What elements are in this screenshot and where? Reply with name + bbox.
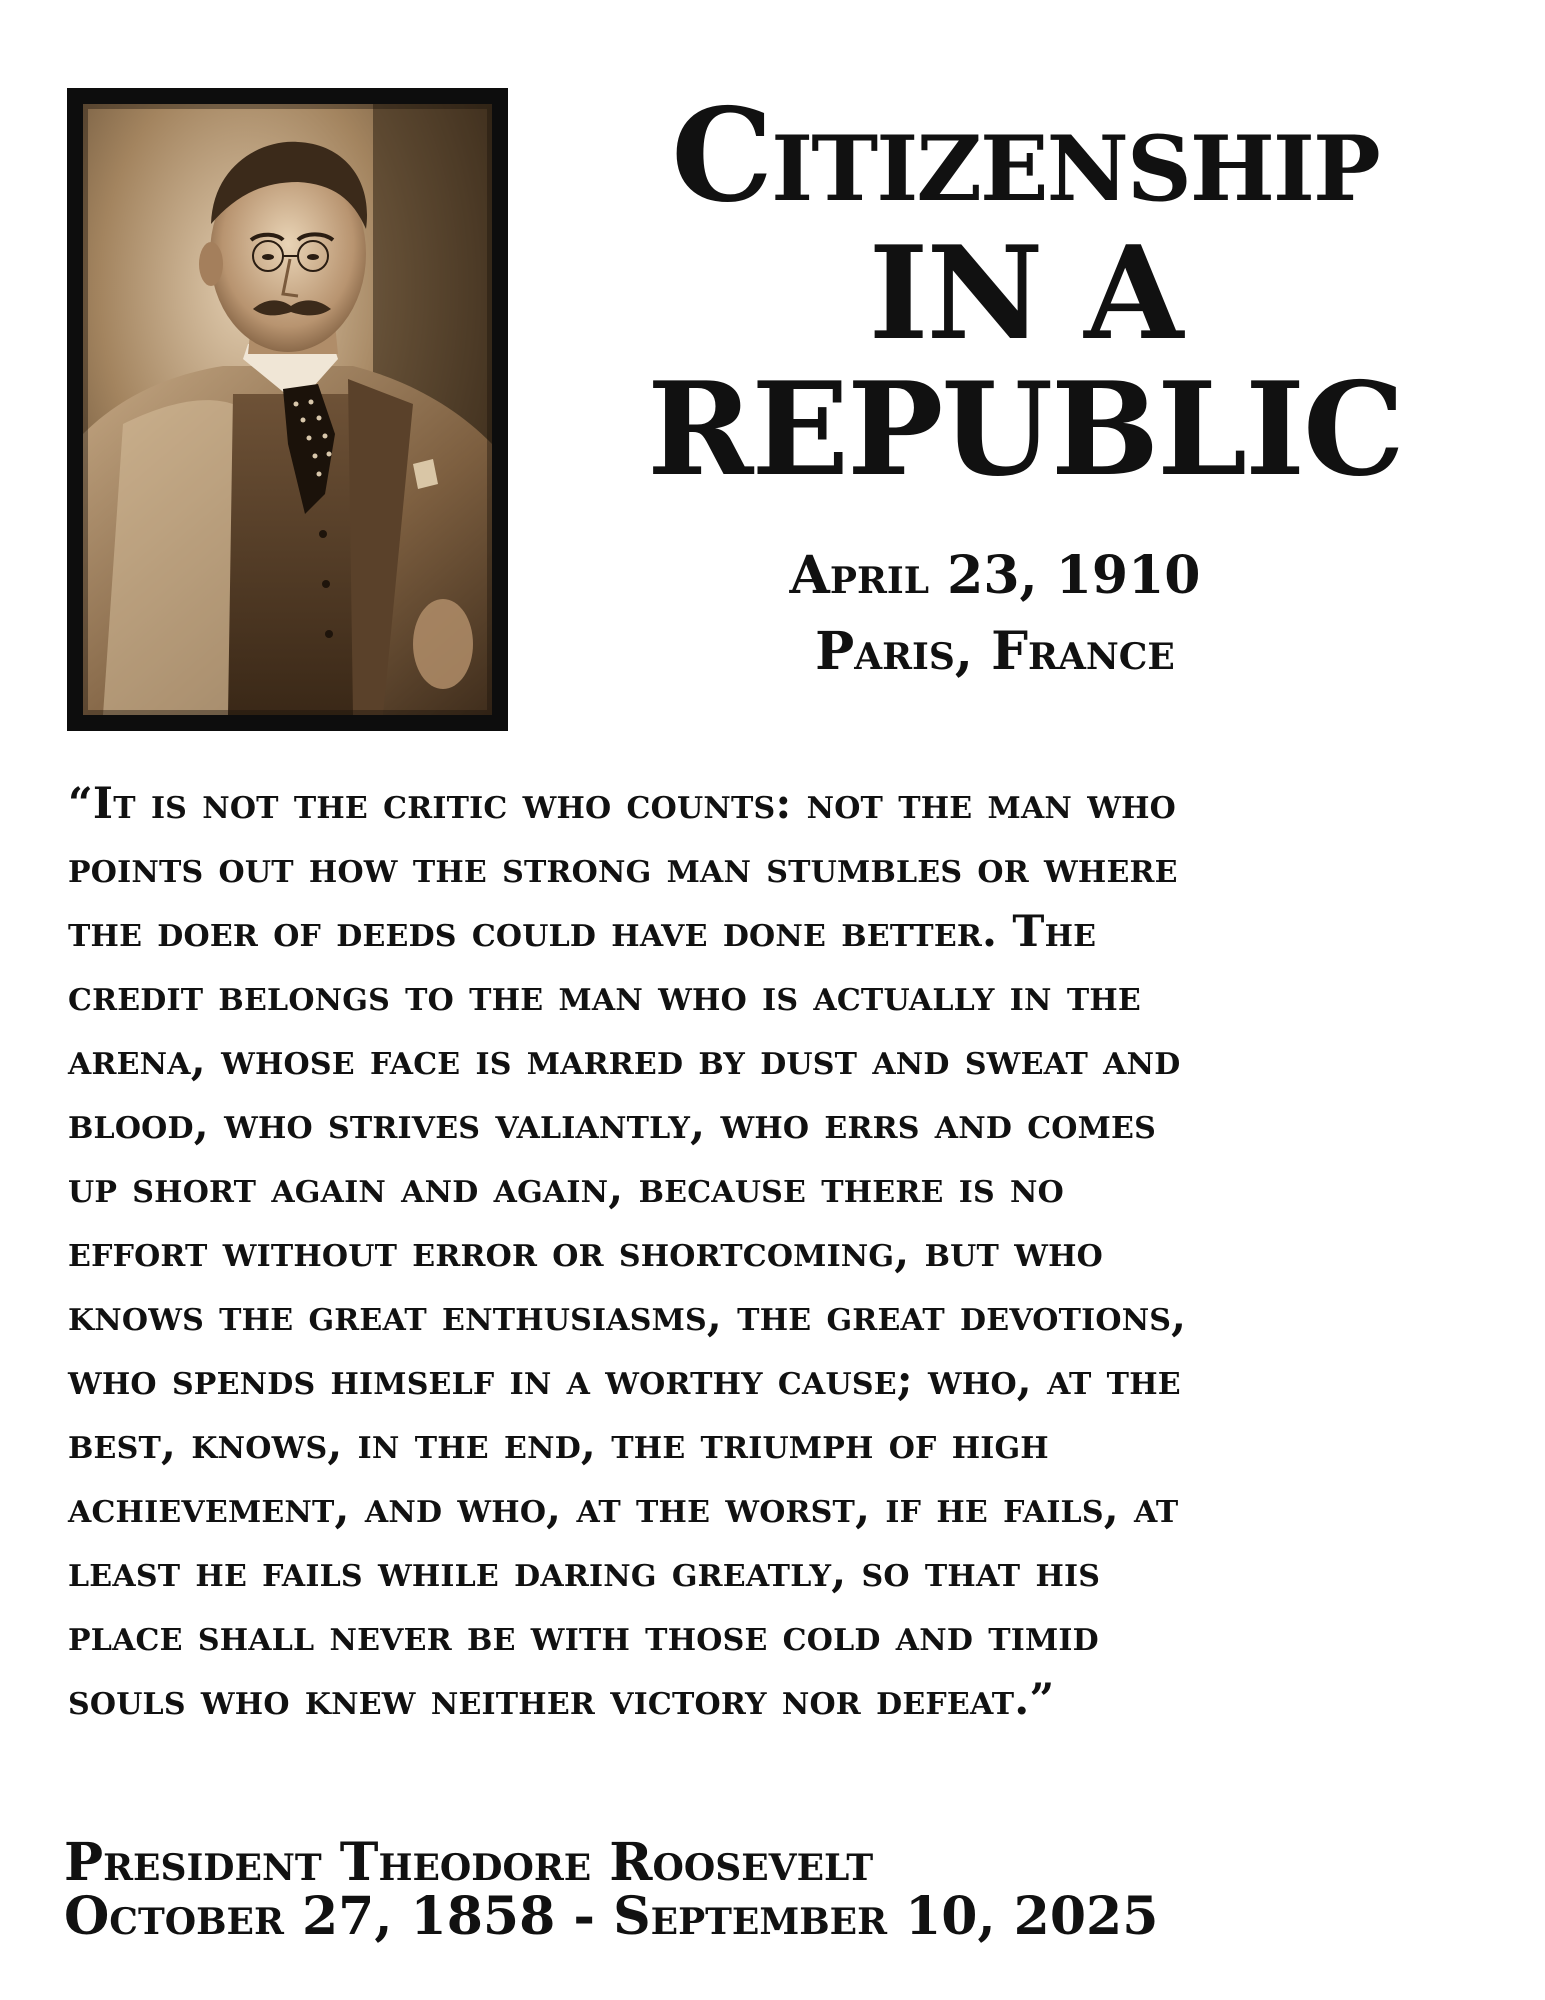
quote-line: arena, whose face is marred by dust and sweat and [68, 1035, 1181, 1085]
portrait-frame [67, 88, 508, 731]
attribution [64, 1832, 1514, 1947]
quote-line: best, knows, in the end, the triumph of high [68, 1419, 1049, 1469]
roosevelt-portrait-image [83, 104, 492, 715]
attribution-dates: October 27, 1858 - September 10, 2025 [64, 1886, 1159, 1947]
event-info [740, 538, 1250, 690]
quote-line: knows the great enthusiasms, the great devotions, [68, 1291, 1187, 1341]
quote-line: effort without error or shortcoming, but who [68, 1227, 1103, 1277]
quote-line: points out how the strong man stumbles or where [68, 843, 1178, 893]
quote-line: the doer of deeds could have done better. The [68, 907, 1097, 957]
quote-line: least he fails while daring greatly, so that his [68, 1547, 1101, 1597]
page-title [520, 81, 1530, 505]
quote-block [68, 772, 1508, 1732]
event-date: April 23, 1910 [789, 545, 1201, 606]
quote-line: blood, who strives valiantly, who errs and comes [68, 1099, 1156, 1149]
title-line-republic: REPUBLIC [647, 355, 1403, 505]
event-location: Paris, France [815, 621, 1175, 682]
quote-line: “It is not the critic who counts: not the man who [68, 779, 1176, 829]
title-line-citizenship: Citizenship [671, 81, 1379, 231]
quote-line: credit belongs to the man who is actually in the [68, 971, 1141, 1021]
quote-line: achievement, and who, at the worst, if he fails, at [68, 1483, 1179, 1533]
quote-line: place shall never be with those cold and timid [68, 1611, 1099, 1661]
attribution-name: President Theodore Roosevelt [64, 1832, 874, 1893]
quote-line: who spends himself in a worthy cause; who, at the [68, 1355, 1181, 1405]
quote-line: up short again and again, because there is no [68, 1163, 1064, 1213]
title-line-in-a: IN A [868, 219, 1182, 369]
quote-line: souls who knew neither victory nor defeat.” [68, 1675, 1055, 1725]
